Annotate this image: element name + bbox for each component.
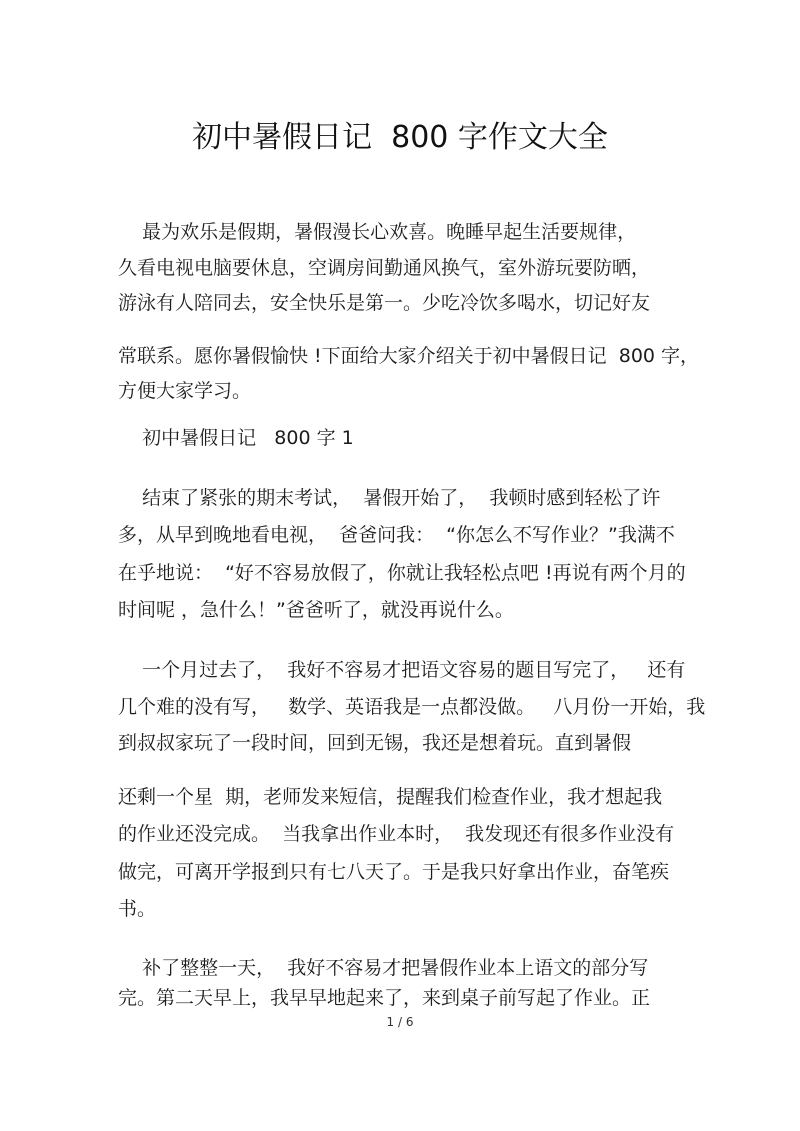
paragraph-line: 游泳有人陪同去，安全快乐是第一。少吃冷饮多喝水，切记好友 <box>118 292 651 314</box>
paragraph-line: 在乎地说： “好不容易放假了，你就让我轻松点吧 !再说有两个月的 <box>118 562 686 584</box>
paragraph-line: 方便大家学习。 <box>118 380 252 402</box>
paragraph-line: 一个月过去了， 我好不容易才把语文容易的题目写完了， 还有 <box>118 659 686 681</box>
paragraph-line: 久看电视电脑要休息，空调房间勤通风换气，室外游玩要防晒， <box>118 257 651 279</box>
paragraph-line: 完。第二天早上，我早早地起来了，来到桌子前写起了作业。正 <box>118 987 651 1009</box>
document-title: 初中暑假日记 800 字作文大全 <box>192 120 608 155</box>
paragraph-line: 几个难的没有写， 数学、英语我是一点都没做。 八月份一开始，我 <box>118 696 706 718</box>
section-heading: 初中暑假日记 800 字 1 <box>118 427 354 449</box>
paragraph-line: 常联系。愿你暑假愉快 !下面给大家介绍关于初中暑假日记 800 字， <box>118 345 700 367</box>
paragraph-line: 最为欢乐是假期，暑假漫长心欢喜。晚睡早起生活要规律， <box>118 221 637 243</box>
paragraph-line: 结束了紧张的期末考试， 暑假开始了， 我顿时感到轻松了许 <box>118 487 661 509</box>
paragraph-line: 多，从早到晚地看电视， 爸爸问我： “你怎么不写作业？”我满不 <box>118 524 675 546</box>
paragraph-line: 还剩一个星 期，老师发来短信，提醒我们检查作业，我才想起我 <box>118 786 663 808</box>
paragraph-line: 的作业还没完成。 当我拿出作业本时， 我发现还有很多作业没有 <box>118 823 675 845</box>
paragraph-line: 时间呢 ，急什么！”爸爸听了，就没再说什么。 <box>118 599 514 621</box>
paragraph-line: 补了整整一天， 我好不容易才把暑假作业本上语文的部分写 <box>118 957 649 979</box>
paragraph-line: 做完，可离开学报到只有七八天了。于是我只好拿出作业，奋笔疾 <box>118 861 670 883</box>
paragraph-line: 到叔叔家玩了一段时间，回到无锡，我还是想着玩。直到暑假 <box>118 732 632 754</box>
page-number: 1 / 6 <box>386 1015 414 1029</box>
paragraph-line: 书。 <box>118 898 157 920</box>
